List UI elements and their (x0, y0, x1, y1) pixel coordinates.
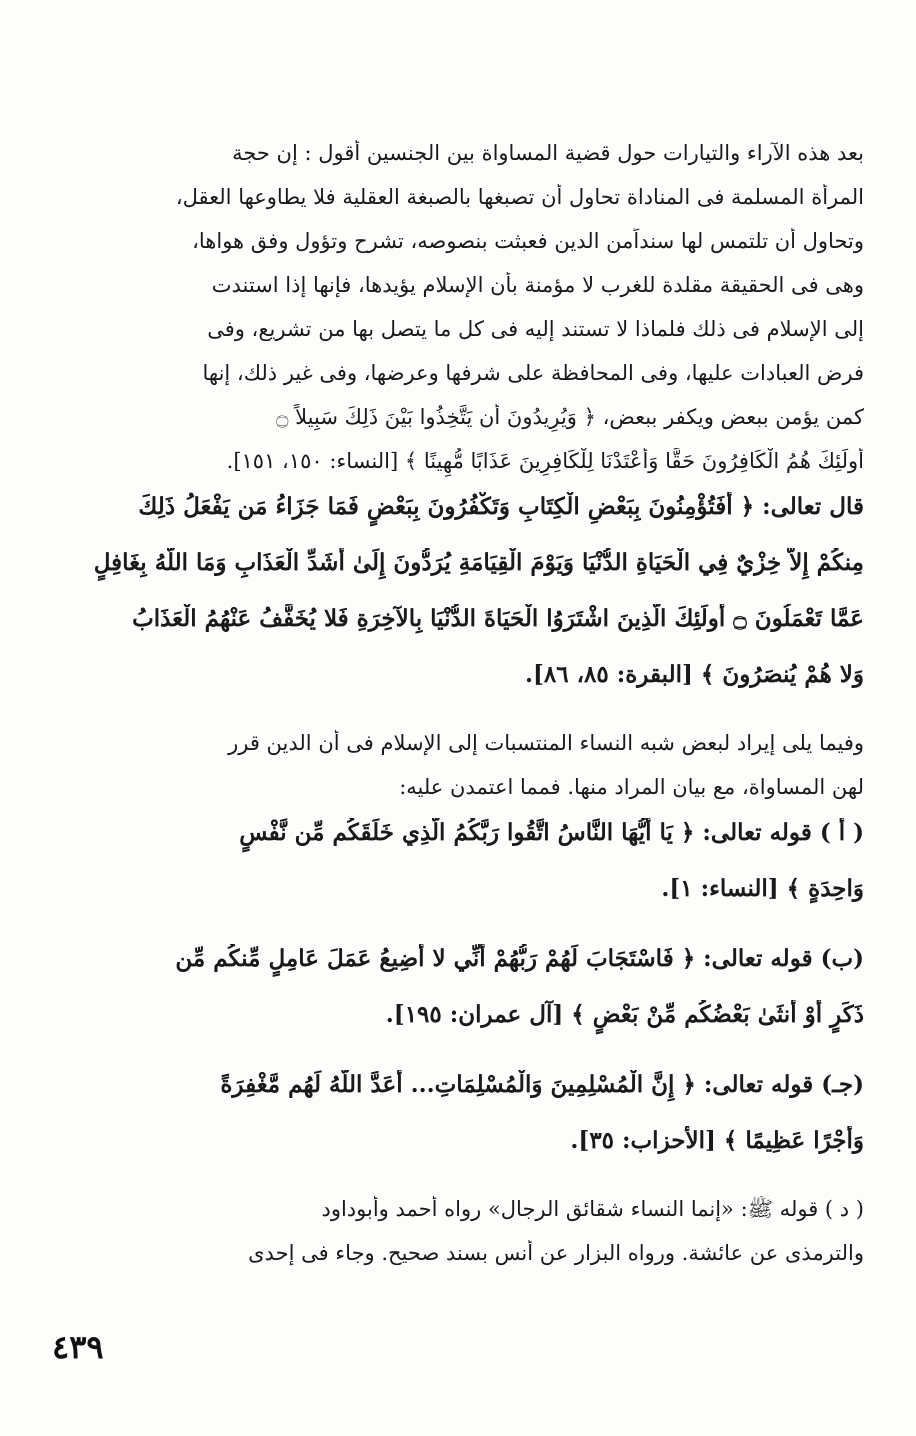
page-number: ٤٣٩ (52, 1328, 104, 1366)
text-line: بعد هذه الآراء والتيارات حول قضية المساواة بين الجنسين أقول : إن حجة (232, 141, 864, 165)
text-line: وفيما يلى إيراد لبعض شبه النساء المنتسبات إلى الإسلام فى أن الدين قرر (228, 731, 864, 755)
quran-verse-line: مِنكُمْ إِلاَّ خِزْيٌ فِي الْحَيَاةِ الدُّنْيَا وَيَوْمَ الْقِيَامَةِ يُرَدُّونَ إِلَىٰ أَشَدِّ الْعَذَابِ وَمَا اللَّهُ بِغَافِلٍ (93, 549, 864, 576)
text-line: والترمذى عن عائشة. ورواه البزار عن أنس بسند صحيح. وجاء فى إحدى (248, 1241, 864, 1265)
paragraph-gap (58, 716, 864, 730)
quran-verse-line: وَأَجْرًا عَظِيمًا ﴾ [الأحزاب: ٣٥]. (570, 1127, 864, 1154)
text-line: المرأة المسلمة فى المناداة تحاول أن تصبغها بالصبغة العقلية فلا يطاوعها العقل، (175, 185, 864, 209)
body-text (58, 140, 864, 1284)
text-line: لهن المساواة، مع بيان المراد منها. فمما اعتمدن عليه: (399, 775, 864, 799)
quran-verse-line: (ب) قوله تعالى: ﴿ فَاسْتَجَابَ لَهُمْ رَبُّهُمْ أَنِّي لا أُضِيعُ عَمَلَ عَامِلٍ مِّنكُم مِّن (175, 945, 864, 972)
quran-verse-line: ذَكَرٍ أَوْ أُنثَىٰ بَعْضُكُم مِّنْ بَعْضٍ ﴾ [آل عمران: ١٩٥]. (385, 1001, 864, 1028)
quran-verse-line: وَاحِدَةٍ ﴾ [النساء: ١]. (661, 875, 864, 902)
quran-verse-line: وَلا هُمْ يُنصَرُونَ ﴾ [البقرة: ٨٥، ٨٦]. (524, 661, 864, 688)
text-line: إلى الإسلام فى ذلك فلماذا لا تستند إليه فى كل ما يتصل بها من تشريع، وفى (207, 317, 864, 341)
text-line: أُولَئِكَ هُمُ الْكَافِرُونَ حَقًّا وَأَعْتَدْنَا لِلْكَافِرِينَ عَذَابًا مُّهِينًا ﴾ [النساء: ١٥٠، ١٥١]. (226, 449, 864, 473)
text-line: ( د ) قوله ﷺ: «إنما النساء شقائق الرجال» رواه أحمد وأبوداود (321, 1197, 864, 1221)
quran-verse-line: ( أ ) قوله تعالى: ﴿ يَا أَيُّهَا النَّاسُ اتَّقُوا رَبَّكُمُ الَّذِي خَلَقَكُم مِّن نَّفْسٍ (239, 819, 864, 846)
text-line: فرض العبادات عليها، وفى المحافظة على شرفها وعرضها، وفى غير ذلك، إنها (202, 361, 864, 385)
paragraph-gap (58, 1056, 864, 1070)
text-line: وهى فى الحقيقة مقلدة للغرب لا مؤمنة بأن الإسلام يؤيدها، فإنها إذا استندت (211, 273, 864, 297)
text-line: وتحاول أن تلتمس لها سنداًمن الدين فعبثت بنصوصه، تشرح وتؤول وفق هواها، (192, 229, 864, 253)
quran-verse-line: قال تعالى: ﴿ أَفَتُؤْمِنُونَ بِبَعْضِ الْكِتَابِ وَتَكْفُرُونَ بِبَعْضٍ فَمَا جَزَاءُ مَن يَفْعَلُ ذَلِكَ (138, 493, 864, 520)
paragraph-gap (58, 1182, 864, 1196)
quran-verse-line: عَمَّا تَعْمَلُونَ ۝ أُولَئِكَ الَّذِينَ اشْتَرَوُا الْحَيَاةَ الدُّنْيَا بِالآخِرَةِ فَلا يُخَفَّفُ عَنْهُمُ الْعَذَابُ (132, 605, 864, 632)
quran-verse-line: (جـ) قوله تعالى: ﴿ إِنَّ الْمُسْلِمِينَ وَالْمُسْلِمَاتِ... أَعَدَّ اللَّهُ لَهُم مَّغْفِرَةً (220, 1071, 864, 1098)
paragraph-gap (58, 930, 864, 944)
text-line: كمن يؤمن ببعض ويكفر ببعض، ﴿ وَيُرِيدُونَ أَن يَتَّخِذُوا بَيْنَ ذَلِكَ سَبِيلاً ۝ (276, 405, 864, 429)
